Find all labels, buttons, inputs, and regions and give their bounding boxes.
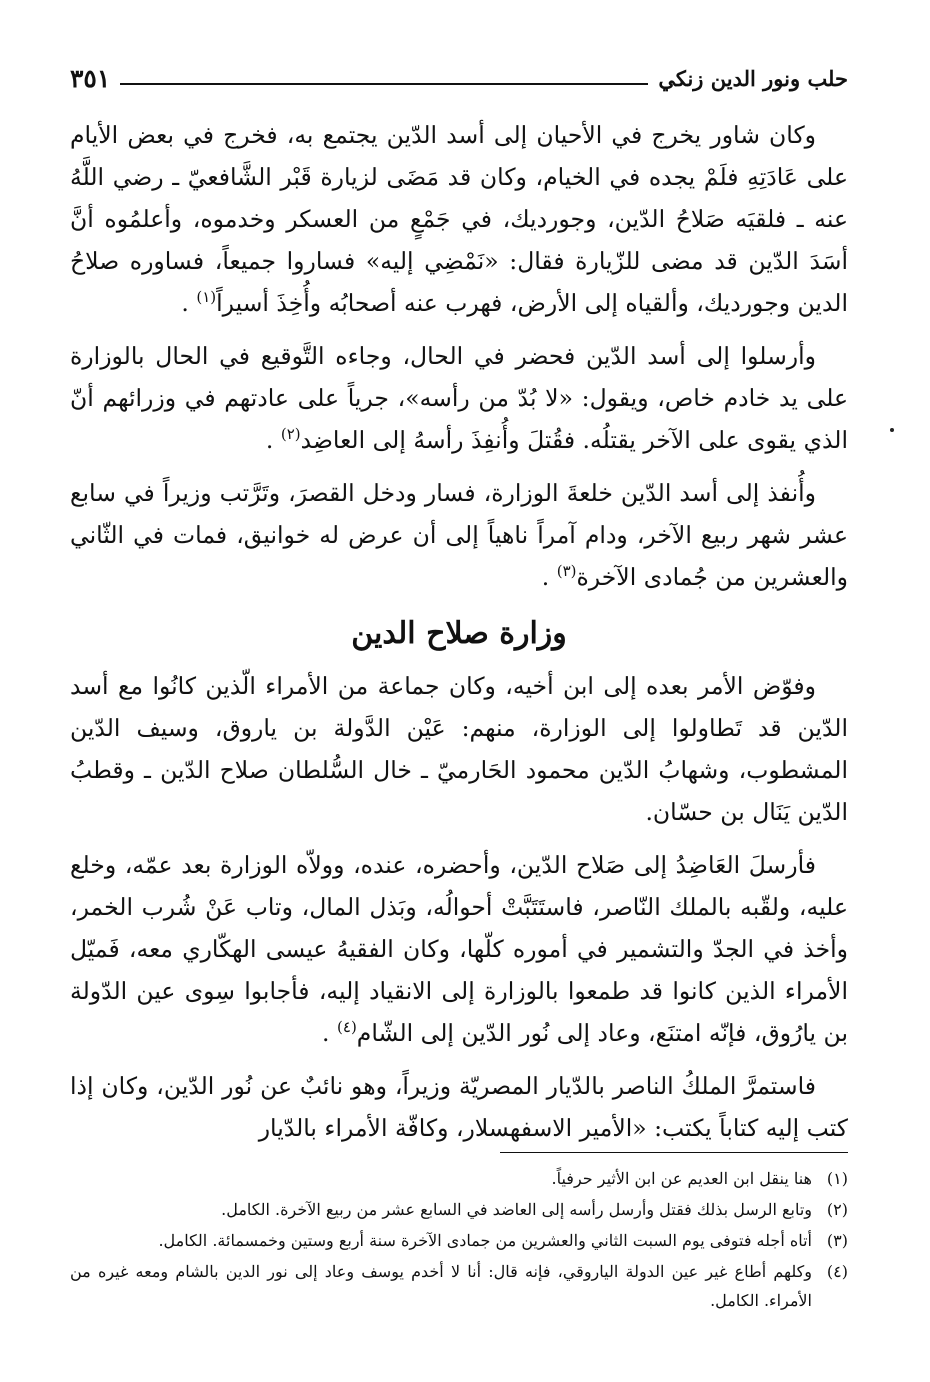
footnote-ref[interactable]: (٢) (280, 425, 301, 444)
footnotes (70, 1164, 848, 1317)
page-number: ٣٥١ (70, 63, 111, 93)
paragraph: وكان شاور يخرج في الأحيان إلى أسد الدّين يجتمع به، فخرج في بعض الأيام على عَادَتِهِ فلَمْ يجده في الخيام، وكان قد مَضَى لزيارة قَبْر الشَّافعيّ ـ رضي اللَّهُ عنه ـ فلقيَه صَلاحُ الدّين، وجورديك، في جَمْعٍ من العسكر وخدموه، وأعلمُوه أنَّ أسَدَ الدّين قد مضى للزّيارة فقال: «نَمْضِي إليه» فساروا جميعاً، فساوره صلاحُ الدين وجورديك، وألقياه إلى الأرض، فهرب عنه أصحابُه وأُخِذَ أسيراً$^{(١)}$ . (70, 121, 848, 317)
footnote-ref[interactable]: (١) (196, 288, 217, 307)
running-title: حلب ونور الدين زنكي (658, 65, 848, 91)
paragraph: فأرسلَ العَاضِدُ إلى صَلاح الدّين، وأحضره، عنده، وولاّه الوزارة بعد عمّه، وخلع عليه، ولقّبه بالملك النّاصر، فاستَتَبَّتْ أحوالُه، وبَذل المال، وتاب عَنْ شُرب الخمر، وأخذ في الجدّ والتشمير في أموره كلّها، وكان الفقيهُ عيسى الهكّاري معه، فَميّل الأمراء الذين كانوا قد طمعوا بالوزارة إلى الانقياد إليه، فأجابوا سِوى عين الدّولة بن يارُوق، فإنّه امتنَع، وعاد إلى نُور الدّين إلى الشّام$^{(٤)}$ . (70, 851, 848, 1047)
footnote (70, 1195, 848, 1224)
page-header (70, 58, 848, 98)
paragraph: وفوّض الأمر بعده إلى ابن أخيه، وكان جماعة من الأمراء الّذين كانُوا مع أسد الدّين قد تَطاولوا إلى الوزارة، منهم: عَيْن الدَّولة بن ياروق، وسيف الدّين المشطوب، وشهابُ الدّين محمود الحَارميّ ـ خال السُّلطان صلاح الدّين ـ وقطبُ الدّين يَنَال بن حسّان. (70, 672, 848, 826)
footnote-text: وتابع الرسل بذلك فقتل وأرسل رأسه إلى العاضد في السابع عشر من ربيع الآخرة. الكامل. (221, 1200, 812, 1219)
footnote (70, 1257, 848, 1315)
footnote-number: (٣) (826, 1231, 848, 1250)
footnote-number: (٤) (826, 1262, 848, 1281)
main-text (70, 114, 848, 1160)
footnote-text: هنا ينقل ابن العديم عن ابن الأثير حرفياً. (551, 1169, 812, 1188)
footnote-ref[interactable]: (٤) (337, 1018, 357, 1037)
footnote-text: أتاه أجله فتوفى يوم السبت الثاني والعشرين من جمادى الآخرة سنة أربع وستين وخمسمائة. الكامل. (158, 1231, 812, 1250)
footnote-number: (٢) (826, 1200, 848, 1219)
paragraph: وأُنفذ إلى أسد الدّين خلعةَ الوزارة، فسار ودخل القصرَ، وتَرَّتب وزيراً في سابع عشر شهر ربيع الآخر، ودام آمراً ناهياً إلى أن عرض له خوانيق، فمات في الثّاني والعشرين من جُمادى الآخرة$^{(٣)}$ . (70, 479, 848, 591)
header-rule (120, 83, 648, 85)
footnote-text: وكلهم أطاع غير عين الدولة الياروقي، فإنه قال: أنا لا أخدم يوسف وعاد إلى نور الدين بالشام ومعه غيره من الأمراء. الكامل. (70, 1262, 812, 1310)
footnote-ref[interactable]: (٣) (556, 562, 577, 581)
section-heading: وزارة صلاح الدين (351, 616, 567, 651)
paragraph: وأرسلوا إلى أسد الدّين فحضر في الحال، وجاءه التَّوقيع في الحال بالوزارة على يد خادم خاص، ويقول: «لا بُدّ من رأسه»، جرياً على عادتهم في وزرائهم أنّ الذي يقوى على الآخر يقتلُه. فقُتلَ وأُنفِذَ رأسهُ إلى العاضِد$^{(٢)}$ . (70, 342, 848, 454)
footnote (70, 1164, 848, 1193)
footnote-separator (500, 1152, 848, 1153)
paragraph: فاستمرَّ الملكُ الناصر بالدّيار المصريّة وزيراً، وهو نائبٌ عن نُور الدّين، وكان إذا كتب إليه كتاباً يكتب: «الأمير الاسفهسلار، وكافّة الأمراء بالدّيار (70, 1072, 848, 1142)
margin-mark (890, 428, 894, 432)
footnote-number: (١) (826, 1169, 848, 1188)
footnote (70, 1226, 848, 1255)
